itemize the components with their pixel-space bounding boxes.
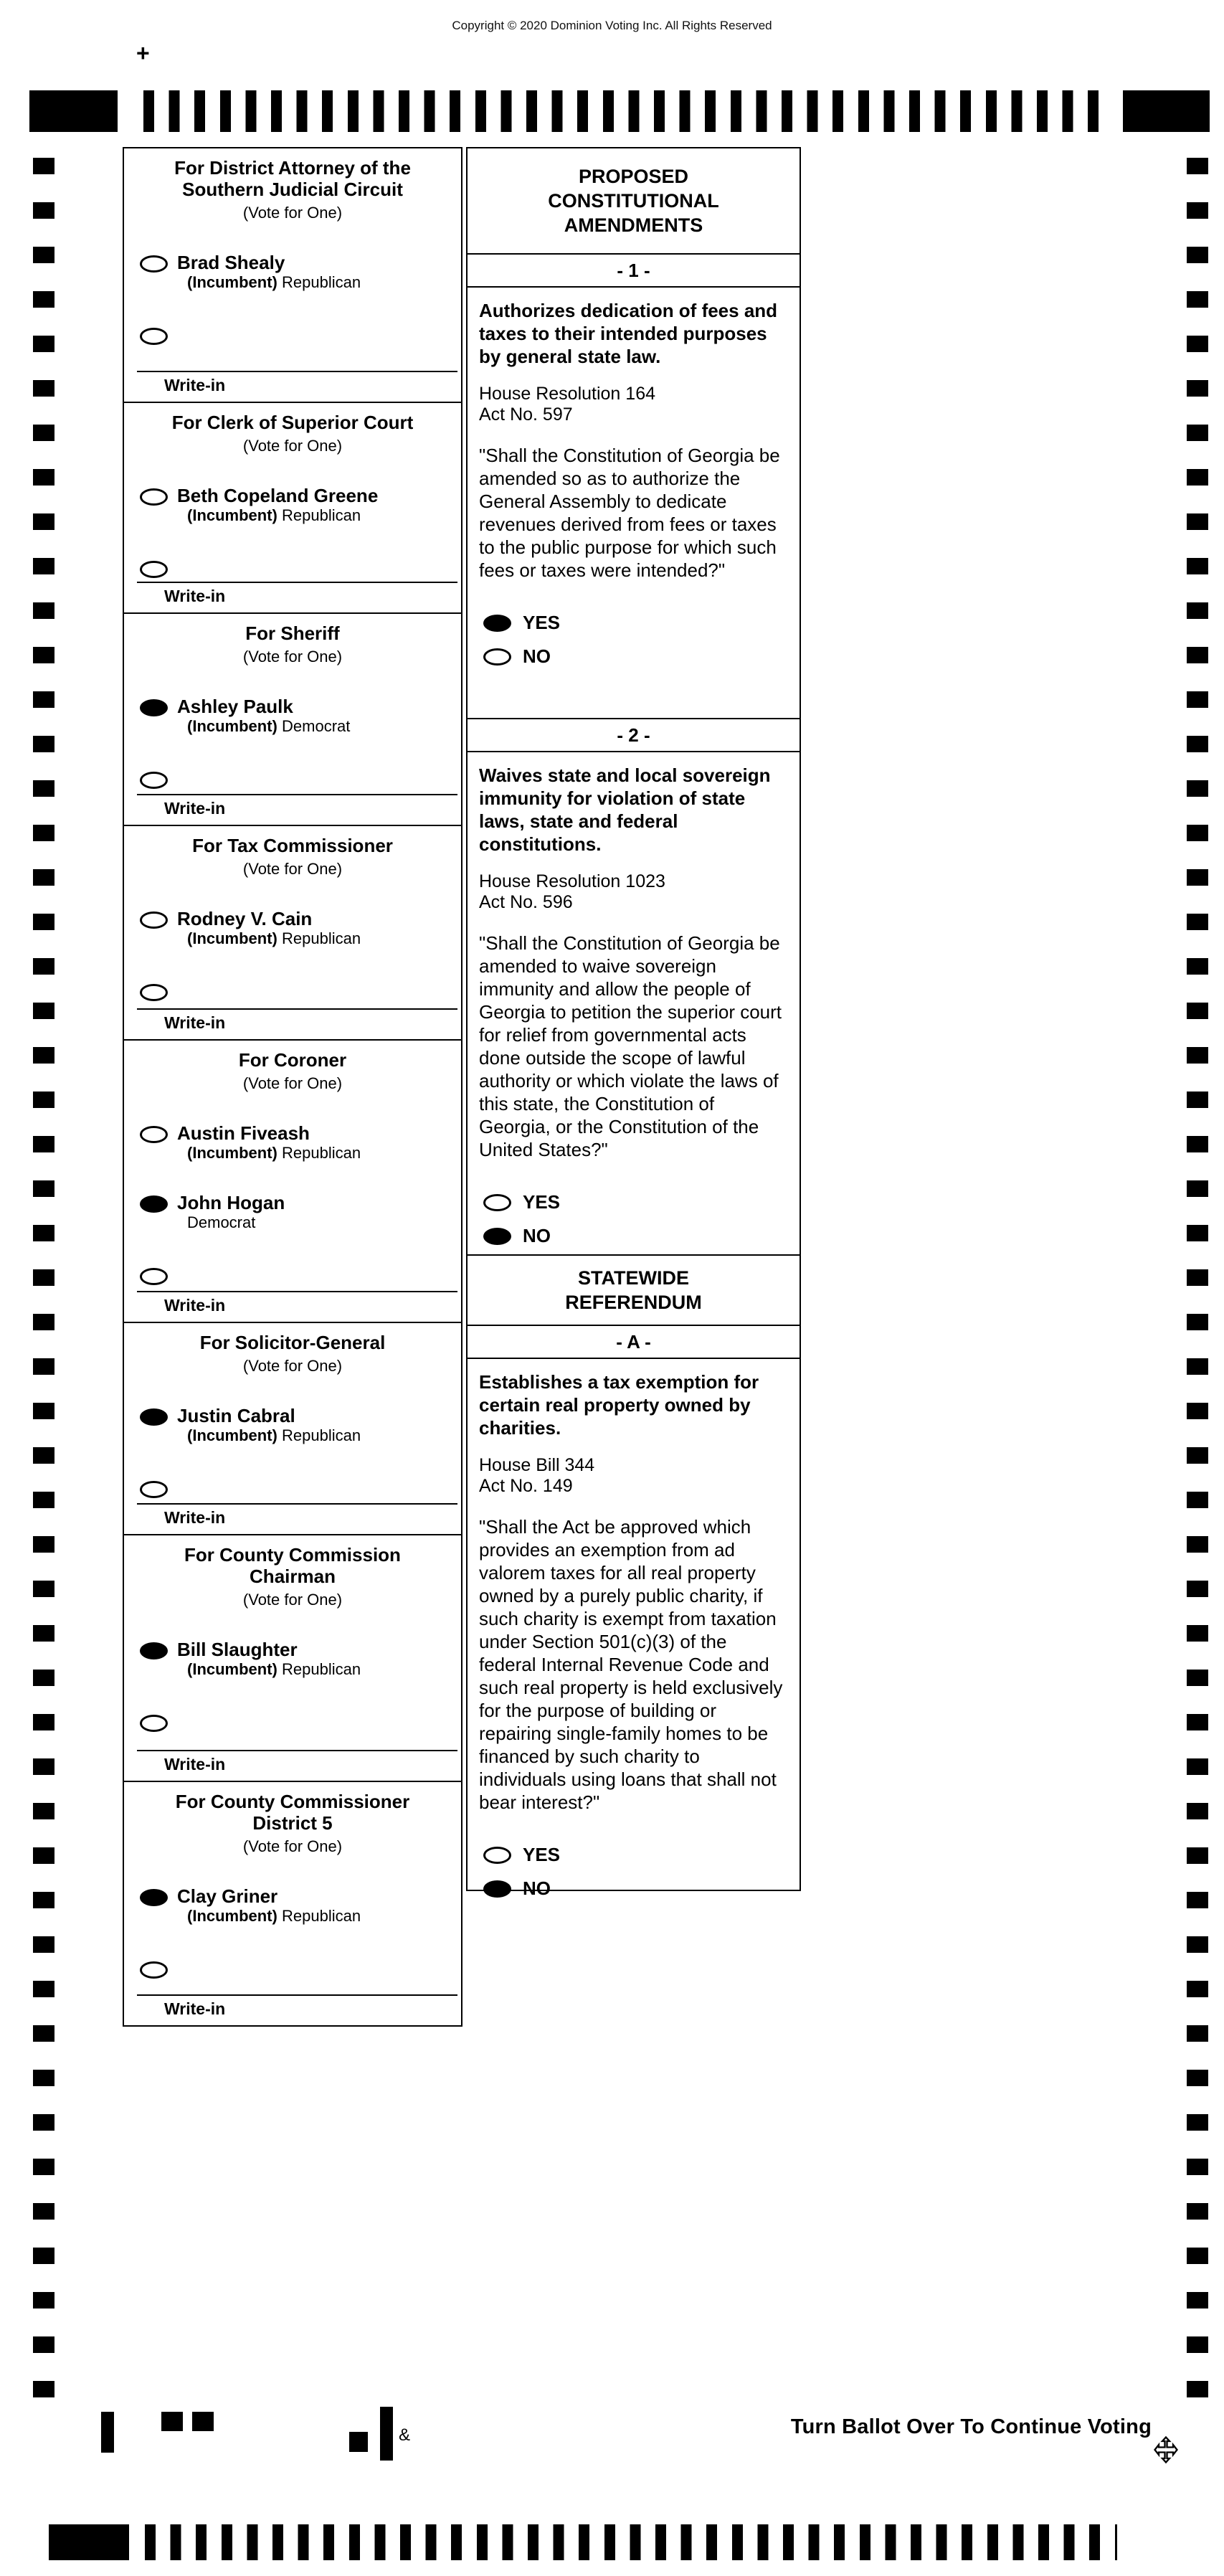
write-in-label: Write-in bbox=[164, 799, 226, 818]
measure-summary: Establishes a tax exemption for certain real property owned by charities. bbox=[479, 1371, 759, 1439]
candidate-affiliation bbox=[187, 929, 361, 948]
ballot-oval[interactable] bbox=[140, 699, 168, 716]
authority-line: House Resolution 1023 bbox=[479, 871, 665, 891]
incumbent-label: (Incumbent) bbox=[187, 1144, 277, 1162]
incumbent-label: (Incumbent) bbox=[187, 929, 277, 947]
measure-authority bbox=[479, 871, 788, 913]
vote-for-one-label: (Vote for One) bbox=[242, 1074, 343, 1092]
write-in-section bbox=[124, 1750, 461, 1781]
ballot-oval[interactable] bbox=[140, 1268, 168, 1285]
party-label: Republican bbox=[282, 929, 361, 947]
candidate-affiliation bbox=[187, 506, 378, 525]
incumbent-label: (Incumbent) bbox=[187, 1907, 277, 1925]
candidate-info bbox=[177, 1123, 361, 1162]
no-row bbox=[479, 645, 788, 668]
contest-title: For Solicitor-General bbox=[199, 1332, 386, 1353]
candidate-row bbox=[124, 1406, 461, 1445]
measure-question: "Shall the Act be approved which provides an exemption from ad valorem taxes for all real property owned by a purely public charity, if such charity is exempt from taxation under Section 501(c)(3) of the federal Internal Revenue Code and such real property is held exclusively for the purpose of building or repairing single-family homes to be financed by such charity to individuals using loans that shall not bear interest?" bbox=[479, 1516, 783, 1813]
ballot-oval[interactable] bbox=[140, 911, 168, 929]
candidate-row bbox=[124, 1639, 461, 1679]
candidate-name: Rodney V. Cain bbox=[177, 908, 313, 929]
candidate-name: Brad Shealy bbox=[177, 252, 285, 273]
ballot-oval[interactable] bbox=[140, 1961, 168, 1979]
candidate-info bbox=[177, 1639, 361, 1679]
registration-plus-mark: + bbox=[136, 40, 150, 66]
ballot-oval[interactable] bbox=[483, 615, 511, 632]
ballot-oval[interactable] bbox=[140, 984, 168, 1001]
empty-option-row bbox=[124, 769, 461, 790]
write-in-label: Write-in bbox=[164, 587, 226, 605]
ballot-oval[interactable] bbox=[140, 772, 168, 789]
incumbent-label: (Incumbent) bbox=[187, 1426, 277, 1444]
incumbent-label: (Incumbent) bbox=[187, 273, 277, 291]
candidate-row bbox=[124, 1123, 461, 1162]
candidate-info bbox=[177, 909, 361, 948]
yes-row bbox=[479, 1191, 788, 1213]
measure-question: "Shall the Constitution of Georgia be amended to waive sovereign immunity and allow the people of Georgia to petition the superior court for relief from governmental acts done outside the scope of lawful authority or which violate the laws of this state, the Constitution of Georgia, or the Constitution of the United States?" bbox=[479, 932, 782, 1160]
timing-block-top-left bbox=[29, 90, 118, 132]
write-in-line[interactable] bbox=[137, 1750, 457, 1751]
yes-row bbox=[479, 612, 788, 634]
no-row bbox=[479, 1877, 788, 1900]
contest-sheriff bbox=[123, 612, 462, 826]
ballot-oval[interactable] bbox=[140, 1408, 168, 1426]
measures-column bbox=[466, 147, 801, 1899]
vote-for-one-label: (Vote for One) bbox=[242, 437, 343, 455]
candidate-info bbox=[177, 486, 378, 525]
vote-for-one-label: (Vote for One) bbox=[242, 204, 343, 222]
ballot-oval[interactable] bbox=[140, 488, 168, 506]
write-in-label: Write-in bbox=[164, 1296, 226, 1315]
contest-solicitor-general bbox=[123, 1322, 462, 1535]
candidate-affiliation bbox=[187, 273, 361, 292]
print-glyph: & bbox=[399, 2425, 411, 2445]
ballot-oval[interactable] bbox=[140, 1481, 168, 1498]
vote-for-one-label: (Vote for One) bbox=[242, 860, 343, 878]
empty-option-row bbox=[124, 1265, 461, 1287]
incumbent-label: (Incumbent) bbox=[187, 1660, 277, 1678]
write-in-label: Write-in bbox=[164, 376, 226, 394]
party-label: Republican bbox=[282, 1660, 361, 1678]
write-in-section bbox=[124, 1291, 461, 1322]
measure-authority bbox=[479, 384, 788, 425]
vote-for-one-label: (Vote for One) bbox=[242, 1357, 343, 1375]
contest-tax-commissioner bbox=[123, 825, 462, 1041]
ballot-oval[interactable] bbox=[140, 1889, 168, 1906]
measure-amendment-1 bbox=[466, 253, 801, 719]
contest-clerk-superior-court bbox=[123, 402, 462, 614]
incumbent-label: (Incumbent) bbox=[187, 717, 277, 735]
candidate-name: John Hogan bbox=[177, 1192, 285, 1213]
candidate-name: Clay Griner bbox=[177, 1885, 278, 1907]
contests-column bbox=[123, 147, 462, 2027]
contest-title: For District Attorney of the Southern Judicial Circuit bbox=[174, 157, 411, 200]
ballot-oval[interactable] bbox=[140, 561, 168, 578]
empty-option-row bbox=[124, 325, 461, 346]
write-in-line[interactable] bbox=[137, 1503, 457, 1505]
write-in-label: Write-in bbox=[164, 1013, 226, 1032]
contest-title: For County Commissioner District 5 bbox=[175, 1791, 410, 1834]
turn-ballot-over-instruction: Turn Ballot Over To Continue Voting bbox=[790, 2415, 1152, 2438]
measure-authority bbox=[479, 1455, 788, 1497]
write-in-section bbox=[124, 1503, 461, 1534]
measure-referendum-a bbox=[466, 1325, 801, 1899]
measure-content bbox=[468, 288, 800, 668]
party-label: Republican bbox=[282, 1426, 361, 1444]
incumbent-label: (Incumbent) bbox=[187, 506, 277, 524]
candidate-affiliation bbox=[187, 1213, 285, 1232]
candidate-row bbox=[124, 252, 461, 292]
candidate-affiliation bbox=[187, 1659, 361, 1679]
vote-for-one-label: (Vote for One) bbox=[242, 1837, 343, 1855]
candidate-affiliation bbox=[187, 1906, 361, 1926]
ballot-oval[interactable] bbox=[140, 1195, 168, 1213]
ballot-oval[interactable] bbox=[483, 648, 511, 666]
candidate-row bbox=[124, 486, 461, 525]
no-label: NO bbox=[523, 645, 551, 667]
ballot-oval[interactable] bbox=[483, 1880, 511, 1898]
contest-title: For Clerk of Superior Court bbox=[171, 412, 414, 433]
ballot-oval[interactable] bbox=[483, 1847, 511, 1864]
measure-summary: Authorizes dedication of fees and taxes to their intended purposes by general state law. bbox=[479, 300, 778, 367]
authority-line: House Resolution 164 bbox=[479, 384, 655, 404]
write-in-line[interactable] bbox=[137, 1994, 457, 1996]
contest-title: For County Commission Chairman bbox=[184, 1544, 401, 1587]
empty-option-row bbox=[124, 1478, 461, 1500]
candidate-name: Justin Cabral bbox=[177, 1405, 295, 1426]
party-label: Republican bbox=[282, 1144, 361, 1162]
timing-marks-top-row bbox=[143, 90, 1114, 132]
timing-marks-bottom-row bbox=[145, 2524, 1117, 2560]
copyright-line: Copyright © 2020 Dominion Voting Inc. All Rights Reserved bbox=[452, 19, 772, 32]
candidate-row bbox=[124, 909, 461, 948]
candidate-info bbox=[177, 252, 361, 292]
candidate-row bbox=[124, 1886, 461, 1926]
contest-district-attorney bbox=[123, 147, 462, 403]
authority-line: House Bill 344 bbox=[479, 1455, 595, 1475]
candidate-info bbox=[177, 696, 350, 736]
referendum-header bbox=[466, 1254, 801, 1326]
timing-marks-left-column bbox=[33, 158, 54, 2410]
empty-option-row bbox=[124, 1712, 461, 1733]
yes-label: YES bbox=[523, 1844, 561, 1865]
measure-number: - 1 - bbox=[468, 255, 800, 288]
write-in-label: Write-in bbox=[164, 1755, 226, 1774]
candidate-affiliation bbox=[187, 716, 350, 736]
ballot-oval[interactable] bbox=[483, 1194, 511, 1211]
candidate-affiliation bbox=[187, 1426, 361, 1445]
candidate-info bbox=[177, 1886, 361, 1926]
no-row bbox=[479, 1225, 788, 1247]
authority-line: Act No. 596 bbox=[479, 892, 573, 912]
contest-coroner bbox=[123, 1039, 462, 1323]
measure-content bbox=[468, 1359, 800, 1900]
party-label: Democrat bbox=[187, 1213, 256, 1231]
ballot-oval[interactable] bbox=[140, 1715, 168, 1732]
candidate-row bbox=[124, 1193, 461, 1232]
write-in-line[interactable] bbox=[137, 1008, 457, 1010]
empty-option-row bbox=[124, 1959, 461, 1980]
write-in-label: Write-in bbox=[164, 1999, 226, 2018]
measure-amendment-2 bbox=[466, 718, 801, 1256]
write-in-section bbox=[124, 582, 461, 612]
candidate-info bbox=[177, 1193, 285, 1232]
contest-title: For Tax Commissioner bbox=[192, 835, 393, 856]
ballot-oval[interactable] bbox=[483, 1228, 511, 1245]
ballot-oval[interactable] bbox=[140, 328, 168, 345]
party-label: Republican bbox=[282, 1907, 361, 1925]
move-crosshair-icon bbox=[1152, 2435, 1180, 2468]
candidate-row bbox=[124, 696, 461, 736]
ballot-oval[interactable] bbox=[140, 1126, 168, 1143]
contest-county-commission-chairman bbox=[123, 1534, 462, 1782]
candidate-name: Ashley Paulk bbox=[177, 696, 293, 717]
yes-row bbox=[479, 1844, 788, 1866]
contest-title: For Sheriff bbox=[245, 622, 340, 644]
contest-county-commissioner-district-5 bbox=[123, 1781, 462, 2027]
write-in-line[interactable] bbox=[137, 1291, 457, 1292]
write-in-line[interactable] bbox=[137, 794, 457, 795]
vote-for-one-label: (Vote for One) bbox=[242, 648, 343, 666]
measure-summary: Waives state and local sovereign immunity for violation of state laws, state and federal constitutions. bbox=[479, 764, 771, 855]
amendments-header-text: PROPOSED CONSTITUTIONAL AMENDMENTS bbox=[548, 166, 719, 236]
party-label: Republican bbox=[282, 273, 361, 291]
party-label: Republican bbox=[282, 506, 361, 524]
write-in-label: Write-in bbox=[164, 1508, 226, 1527]
write-in-section bbox=[124, 794, 461, 825]
authority-line: Act No. 149 bbox=[479, 1476, 573, 1496]
no-label: NO bbox=[523, 1225, 551, 1246]
candidate-name: Austin Fiveash bbox=[177, 1122, 310, 1144]
write-in-section bbox=[124, 371, 461, 402]
referendum-header-text: STATEWIDE REFERENDUM bbox=[565, 1267, 702, 1313]
authority-line: Act No. 597 bbox=[479, 404, 573, 425]
timing-marks-right-column bbox=[1187, 158, 1208, 2410]
vote-for-one-label: (Vote for One) bbox=[242, 1591, 343, 1609]
candidate-name: Beth Copeland Greene bbox=[177, 485, 379, 506]
measure-content bbox=[468, 752, 800, 1247]
party-label: Democrat bbox=[282, 717, 351, 735]
measure-number: - 2 - bbox=[468, 719, 800, 752]
timing-block-bottom-left bbox=[49, 2524, 129, 2560]
candidate-name: Bill Slaughter bbox=[177, 1639, 298, 1660]
ballot-oval[interactable] bbox=[140, 255, 168, 273]
empty-option-row bbox=[124, 981, 461, 1003]
contest-title: For Coroner bbox=[238, 1049, 347, 1071]
yes-label: YES bbox=[523, 612, 561, 633]
measure-number: - A - bbox=[468, 1326, 800, 1359]
candidate-affiliation bbox=[187, 1143, 361, 1162]
candidate-info bbox=[177, 1406, 361, 1445]
write-in-section bbox=[124, 1008, 461, 1039]
no-label: NO bbox=[523, 1877, 551, 1899]
ballot-oval[interactable] bbox=[140, 1642, 168, 1659]
timing-block-top-right bbox=[1123, 90, 1210, 132]
write-in-line[interactable] bbox=[137, 582, 457, 583]
measure-question: "Shall the Constitution of Georgia be amended so as to authorize the General Assembly to dedicate revenues derived from fees or taxes to the public purpose for which such fees or taxes were intended?" bbox=[479, 445, 780, 581]
write-in-section bbox=[124, 1994, 461, 2025]
yes-label: YES bbox=[523, 1191, 561, 1213]
amendments-header bbox=[466, 147, 801, 255]
write-in-line[interactable] bbox=[137, 371, 457, 372]
empty-option-row bbox=[124, 558, 461, 579]
